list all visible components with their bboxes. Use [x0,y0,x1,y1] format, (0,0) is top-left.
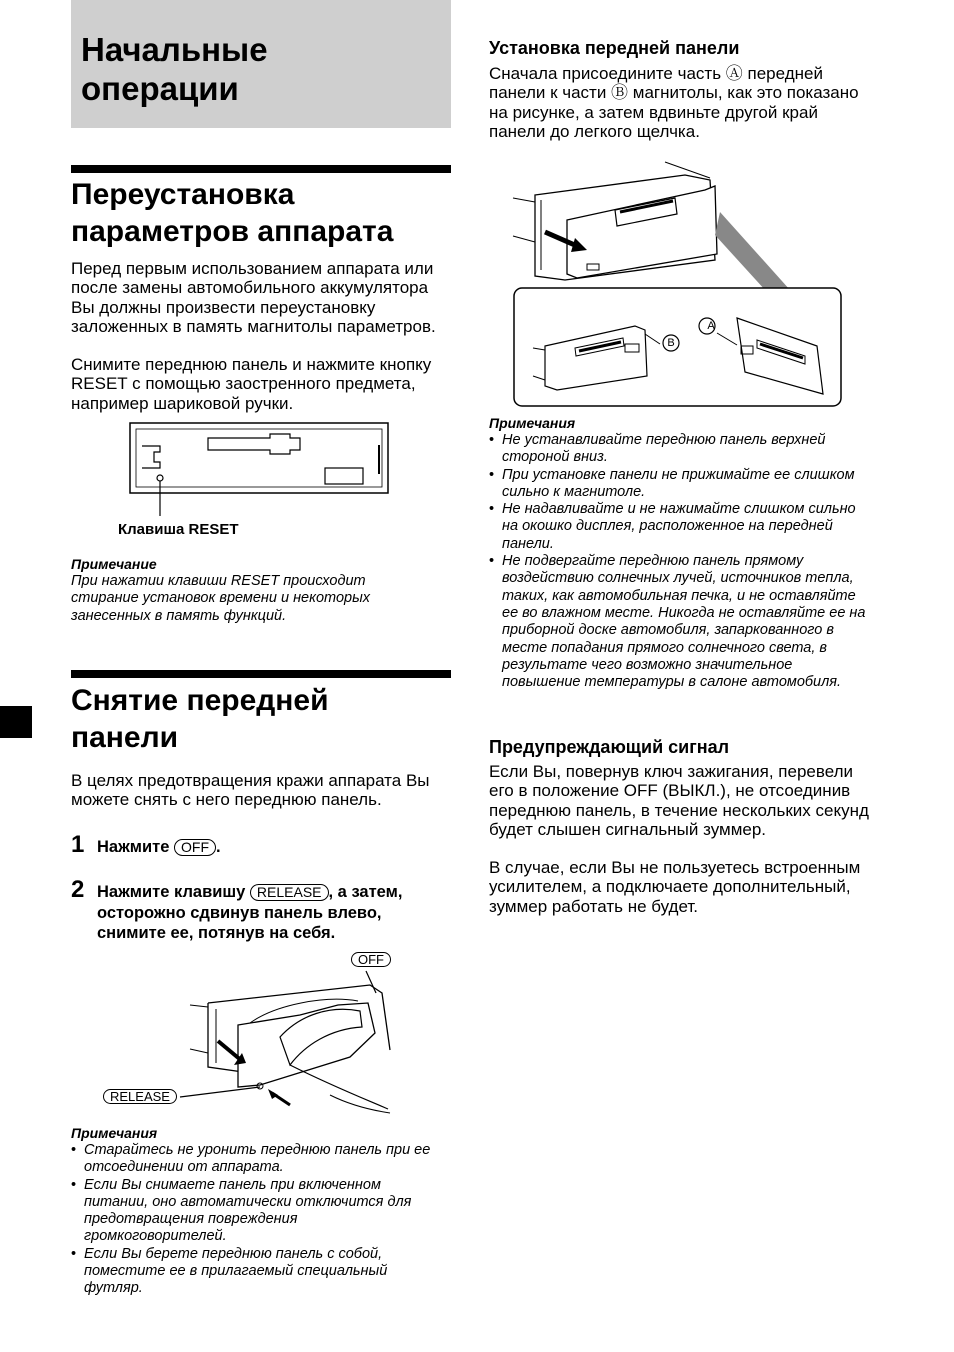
reset-button-figure [120,420,400,520]
section-title: Начальные операции [81,31,268,107]
step-2-text: Нажмите клавишу [97,883,246,901]
reset-paragraph-1: Перед первым использованием аппарата или после замены автомобильного аккумулятора Вы должны произвести переустановку заложенных в память магнитолы параметров. [71,259,436,336]
reset-paragraph-2: Снимите переднюю панель и нажмите кнопку RESET с помощью заостренного предмета, например шариковой ручки. [71,355,432,413]
detach-notes-title: Примечания [71,1125,158,1141]
attach-notes-list [489,432,869,691]
detach-title: Снятие передней панели [71,684,329,754]
step-2 [97,882,449,944]
detach-notes-list [71,1142,441,1298]
list-item: • Если Вы берете переднюю панель с собой, поместите ее в прилагаемый специальный футляр. [71,1246,441,1298]
step-1-text: Нажмите [97,838,170,856]
release-figure-label: RELEASE [103,1089,177,1104]
attach-notes-title: Примечания [489,415,576,431]
list-item: • Если Вы снимаете панель при включенном питании, оно автоматически отключится для предотвращения повреждения громкоговорителей. [71,1177,441,1246]
warning-paragraph-1: Если Вы, повернув ключ зажигания, перевели его в положение OFF (ВЫКЛ.), не отсоединив переднюю панель, в течение нескольких секунд будет слышен сигнальный зуммер. [489,762,869,839]
step-2-number: 2 [71,876,85,903]
list-item: • Не подвергайте переднюю панель прямому воздействию солнечных лучей, источников тепла, таких, как автомобильная печка, и не оставляйте ее во влажном месте. Никогда не оставляйте ее на приборной доске автомобиля, запаркованного в месте попадания прямого солнечного света, в результате чего возможно значительное повышение температуры в салоне автомобиля. [489,553,869,691]
attach-paragraph: Сначала присоедините часть Ⓐ передней панели к части Ⓑ магнитолы, как это показано на рисунке, а затем вдвиньте другой край панели до легкого щелчка. [489,64,859,141]
list-item: • При установке панели не прижимайте ее слишком сильно к магнитоле. [489,467,869,502]
reset-note-text: При нажатии клавиши RESET происходит стирание установок времени и некоторых занесенных в память функций. [71,573,370,624]
off-figure-label: OFF [351,952,391,967]
list-item: • Старайтесь не уронить переднюю панель при ее отсоединении от аппарата. [71,1142,441,1177]
step-2-suffix: , а затем, осторожно сдвинув панель влево, снимите ее, потянув на себя. [97,883,403,942]
section-rule [71,670,451,678]
section-rule [71,165,451,173]
list-item: • Не устанавливайте переднюю панель верхней стороной вниз. [489,432,869,467]
reset-title: Переустановка параметров аппарата [71,178,394,248]
attach-title: Установка передней панели [489,38,740,58]
reset-note-title: Примечание [71,556,157,572]
step-1 [97,837,447,858]
list-item: • Не надавливайте и не нажимайте слишком сильно на окошко дисплея, расположенное на передней панели. [489,501,869,553]
attach-panel-figure [505,150,850,412]
off-key-label: OFF [174,839,216,856]
step-1-suffix: . [216,838,221,856]
reset-caption: Клавиша RESET [118,521,239,538]
step-1-number: 1 [71,831,85,858]
label-a: A [707,320,715,332]
release-key-label: RELEASE [250,884,329,901]
detach-intro: В целях предотвращения кражи аппарата Вы можете снять с него переднюю панель. [71,771,430,810]
section-header-box [71,0,451,128]
warning-title: Предупреждающий сигнал [489,737,730,757]
page-side-tab [0,706,32,738]
label-b: B [667,337,675,349]
warning-paragraph-2: В случае, если Вы не пользуетесь встроенным усилителем, а подключаете дополнительный, зуммер работать не будет. [489,858,861,916]
